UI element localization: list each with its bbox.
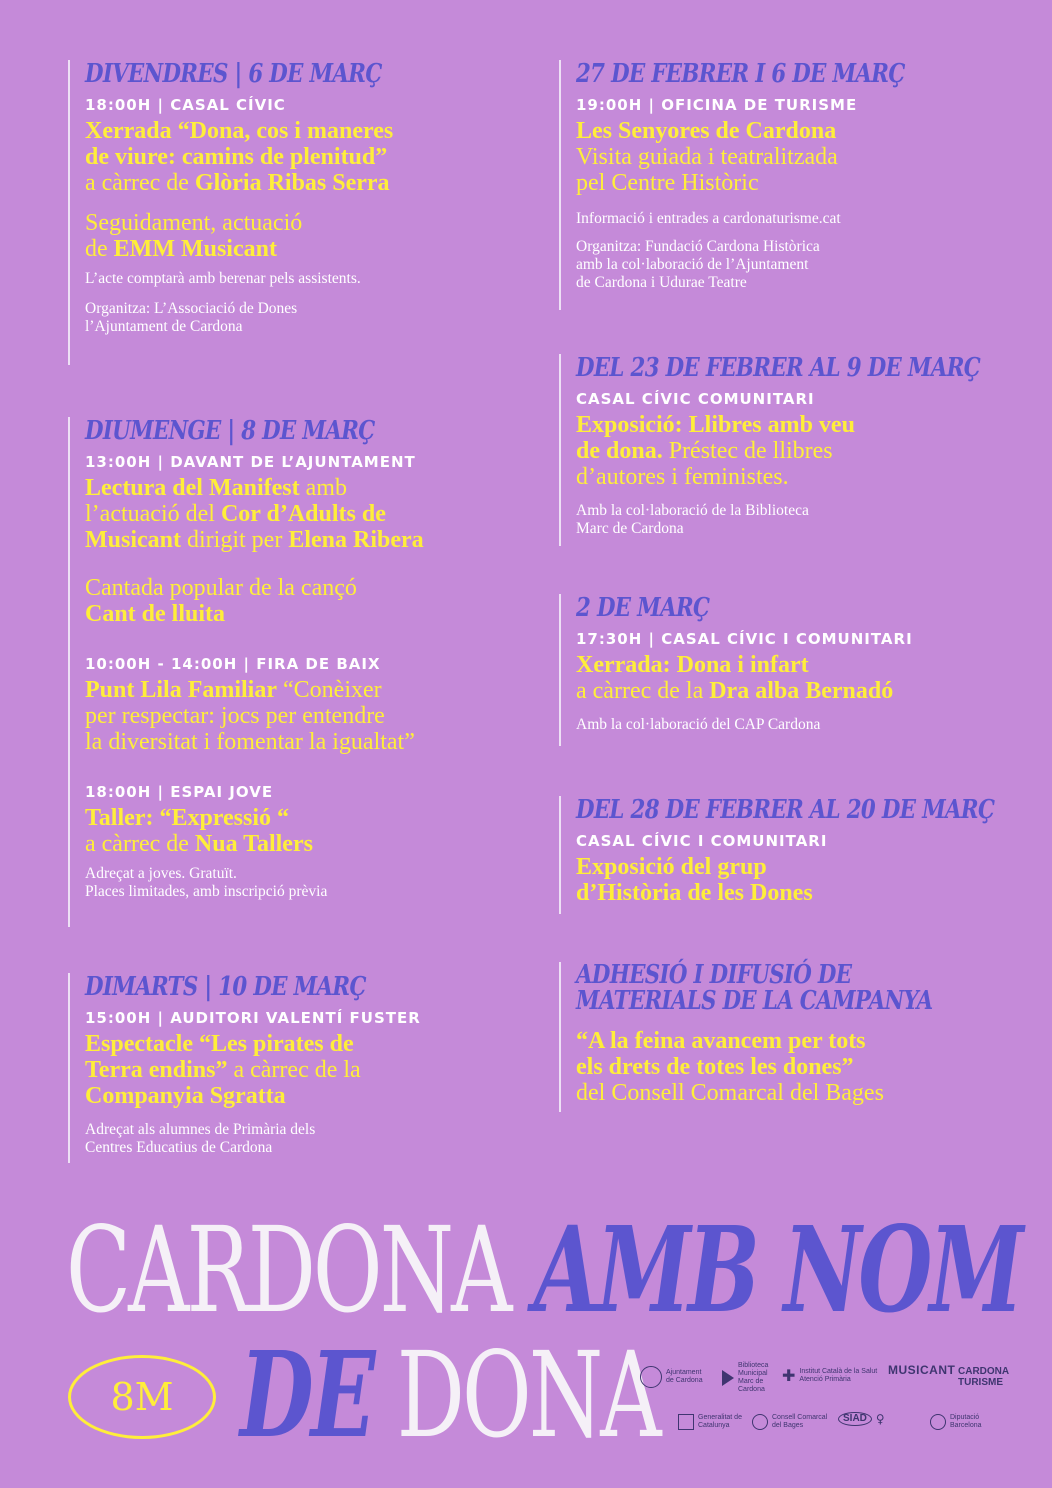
event-title: Exposició del grup bbox=[576, 854, 767, 880]
event-block-dimarts bbox=[68, 973, 518, 1163]
heading-line: MATERIALS DE LA CAMPANYA bbox=[576, 986, 933, 1016]
organizer-line: l’Ajuntament de Cardona bbox=[85, 318, 243, 335]
event-block-xerrada-infart bbox=[559, 594, 999, 746]
event-description bbox=[576, 412, 999, 490]
diputacio-logo bbox=[930, 1414, 1000, 1430]
logo-text: Ajuntament de Cardona bbox=[666, 1369, 703, 1384]
organizer-note bbox=[576, 238, 999, 292]
logo-text: Biblioteca Municipal Marc de Cardona bbox=[738, 1362, 769, 1393]
logo-text: Institut Català de la Salut Atenció Primària bbox=[799, 1368, 878, 1383]
note-line: Adreçat als alumnes de Primària dels bbox=[85, 1121, 316, 1138]
event-title: Punt Lila Familiar bbox=[85, 677, 277, 703]
organizer-line: amb la col·laboració de l’Ajuntament bbox=[576, 256, 809, 273]
event-description-2 bbox=[85, 210, 518, 262]
event-description bbox=[85, 677, 518, 755]
event-title-line: de viure: camins de plenitud” bbox=[85, 144, 388, 170]
event-description bbox=[85, 1031, 518, 1109]
event-note bbox=[85, 865, 518, 901]
event-time-place: 17:30H | CASAL CÍVIC I COMUNITARI bbox=[576, 630, 913, 648]
logo-text: CARDONA TURISME bbox=[958, 1366, 1009, 1388]
event-time-place: 13:00H | DAVANT DE L’AJUNTAMENT bbox=[85, 453, 416, 471]
speaker-name: Glòria Ribas Serra bbox=[194, 170, 390, 196]
ajuntament-logo bbox=[640, 1366, 710, 1388]
musicant-logo bbox=[888, 1363, 956, 1377]
logo-text: Diputació Barcelona bbox=[950, 1414, 982, 1429]
campaign-title-line-2 bbox=[240, 1325, 659, 1464]
event-time-place: 19:00H | OFICINA DE TURISME bbox=[576, 96, 858, 114]
logo-text: MUSICANT bbox=[888, 1363, 956, 1377]
event-text: dirigit per bbox=[181, 527, 289, 553]
note-line: Marc de Cardona bbox=[576, 520, 684, 537]
diputacio-emblem-icon bbox=[930, 1414, 946, 1430]
logo-text: SIAD bbox=[838, 1412, 872, 1426]
organizer-line: de Cardona i Udurae Teatre bbox=[576, 274, 747, 291]
event-description bbox=[85, 475, 518, 553]
event-title: Les Senyores de Cardona bbox=[576, 118, 837, 144]
event-text: pel Centre Històric bbox=[576, 170, 759, 196]
event-description bbox=[576, 118, 999, 196]
event-text: a càrrec de la bbox=[227, 1057, 361, 1083]
logo-text: Consell Comarcal del Bages bbox=[772, 1414, 828, 1429]
event-description bbox=[576, 652, 999, 704]
note-line: Places limitades, amb inscripció prèvia bbox=[85, 883, 328, 900]
event-date-heading: DIMARTS | 10 DE MARÇ bbox=[85, 972, 366, 1002]
campaign-title-line-1 bbox=[66, 1200, 1021, 1339]
event-heading bbox=[576, 962, 970, 1014]
event-title: Taller: “Expressió “ bbox=[85, 805, 290, 831]
event-text: per respectar: jocs per entendre bbox=[85, 703, 385, 729]
event-text: “Conèixer bbox=[277, 677, 382, 703]
generalitat-logo bbox=[678, 1414, 750, 1430]
event-description bbox=[85, 805, 518, 857]
organizer-note bbox=[85, 300, 518, 336]
event-text: Visita guiada i teatralitzada bbox=[576, 144, 838, 170]
organizer-line: Organitza: Fundació Cardona Històrica bbox=[576, 238, 820, 255]
event-date-heading: 2 DE MARÇ bbox=[576, 593, 710, 623]
performer-name: EMM Musicant bbox=[113, 236, 277, 262]
consell-emblem-icon bbox=[752, 1414, 768, 1430]
event-date-heading: DEL 23 DE FEBRER AL 9 DE MARÇ bbox=[576, 353, 981, 383]
play-triangle-icon bbox=[722, 1370, 734, 1386]
event-place: CASAL CÍVIC I COMUNITARI bbox=[576, 832, 828, 850]
event-text: amb bbox=[299, 475, 347, 501]
generalitat-emblem-icon bbox=[678, 1414, 694, 1430]
director-name: Elena Ribera bbox=[288, 527, 424, 553]
song-title: Cant de lluita bbox=[85, 601, 226, 627]
event-block-divendres bbox=[68, 60, 518, 365]
title-word-accent: DE bbox=[240, 1325, 373, 1464]
event-text: de bbox=[85, 236, 114, 262]
event-title: de dona. bbox=[576, 438, 663, 464]
left-column bbox=[68, 60, 518, 1163]
event-title: Exposició: Llibres amb veu bbox=[576, 412, 855, 438]
collaboration-note: Amb la col·laboració del CAP Cardona bbox=[576, 716, 821, 733]
event-note bbox=[85, 1121, 518, 1157]
event-text: Cantada popular de la cançó bbox=[85, 575, 357, 601]
event-text: l’actuació del bbox=[85, 501, 221, 527]
event-description bbox=[85, 118, 518, 196]
event-title: Xerrada: Dona i infart bbox=[576, 652, 809, 678]
logo-text: Generalitat de Catalunya bbox=[698, 1414, 742, 1429]
speaker-name: Dra alba Bernadó bbox=[709, 678, 894, 704]
campaign-slogan: “A la feina avancem per tots bbox=[576, 1028, 866, 1054]
event-text: Préstec de llibres bbox=[662, 438, 833, 464]
campaign-slogan: els drets de totes les dones” bbox=[576, 1054, 854, 1080]
company-name: Companyia Sgratta bbox=[85, 1083, 286, 1109]
event-text: d’autores i feministes. bbox=[576, 464, 789, 490]
cardona-turisme-logo bbox=[958, 1366, 1022, 1388]
event-block-adhesio bbox=[559, 962, 999, 1112]
event-text: a càrrec de bbox=[85, 170, 195, 196]
event-title: d’Història de les Dones bbox=[576, 880, 813, 906]
consell-logo bbox=[752, 1414, 836, 1430]
organizer-line: Organitza: L’Associació de Dones bbox=[85, 300, 298, 317]
event-title: Terra endins” bbox=[85, 1057, 228, 1083]
organizer-name: Nua Tallers bbox=[194, 831, 313, 857]
event-date-heading: DIUMENGE | 8 DE MARÇ bbox=[85, 416, 375, 446]
event-date-heading: DEL 28 DE FEBRER AL 20 DE MARÇ bbox=[576, 795, 995, 825]
event-title-line: Xerrada “Dona, cos i maneres bbox=[85, 118, 394, 144]
event-date-heading: DIVENDRES | 6 DE MARÇ bbox=[85, 59, 382, 89]
event-description bbox=[576, 854, 999, 906]
event-title: Lectura del Manifest bbox=[85, 475, 300, 501]
cross-icon: ✚ bbox=[782, 1366, 796, 1385]
event-date-heading: 27 DE FEBRER I 6 DE MARÇ bbox=[576, 59, 905, 89]
heading-line: ADHESIÓ I DIFUSIÓ DE bbox=[576, 960, 852, 990]
performer-name: Musicant bbox=[85, 527, 181, 553]
event-description-2 bbox=[85, 575, 518, 627]
event-block-diumenge bbox=[68, 417, 518, 927]
siad-logo bbox=[838, 1412, 886, 1426]
event-text: Seguidament, actuació bbox=[85, 210, 303, 236]
title-word: DONA bbox=[372, 1326, 659, 1464]
event-place: CASAL CÍVIC COMUNITARI bbox=[576, 390, 815, 408]
event-block-exposicio-grup bbox=[559, 796, 999, 914]
ics-logo bbox=[782, 1368, 882, 1384]
event-time-place: 15:00H | AUDITORI VALENTÍ FUSTER bbox=[85, 1009, 421, 1027]
coat-of-arms-icon bbox=[640, 1366, 662, 1388]
event-note: L’acte comptarà amb berenar pels assistents. bbox=[85, 270, 361, 287]
event-title: Espectacle “Les pirates de bbox=[85, 1031, 354, 1057]
note-line: Adreçat a joves. Gratuït. bbox=[85, 865, 237, 882]
event-time-place: 18:00H | ESPAI JOVE bbox=[85, 783, 274, 801]
event-time-place: 10:00H - 14:00H | FIRA DE BAIX bbox=[85, 655, 381, 673]
note-line: Centres Educatius de Cardona bbox=[85, 1139, 273, 1156]
event-description bbox=[576, 1028, 999, 1106]
tickets-note: Informació i entrades a cardonaturisme.cat bbox=[576, 210, 841, 227]
biblioteca-logo bbox=[722, 1362, 782, 1394]
event-text: del Consell Comarcal del Bages bbox=[576, 1080, 884, 1106]
performer-name: Cor d’Adults de bbox=[220, 501, 386, 527]
8m-badge: 8M bbox=[68, 1355, 216, 1439]
collaboration-note bbox=[576, 502, 999, 538]
event-block-visita bbox=[559, 60, 999, 310]
title-word-accent: AMB NOM bbox=[533, 1200, 1021, 1339]
sponsor-logos bbox=[640, 1362, 1020, 1442]
event-text: a càrrec de bbox=[85, 831, 195, 857]
right-column bbox=[559, 60, 999, 1112]
event-text: a càrrec de la bbox=[576, 678, 710, 704]
title-word: CARDONA bbox=[66, 1201, 534, 1339]
event-text: la diversitat i fomentar la igualtat” bbox=[85, 729, 415, 755]
female-symbol-icon: ♀ bbox=[875, 1412, 885, 1426]
event-block-exposicio-llibres bbox=[559, 354, 999, 546]
note-line: Amb la col·laboració de la Biblioteca bbox=[576, 502, 809, 519]
event-time-place: 18:00H | CASAL CÍVIC bbox=[85, 96, 286, 114]
